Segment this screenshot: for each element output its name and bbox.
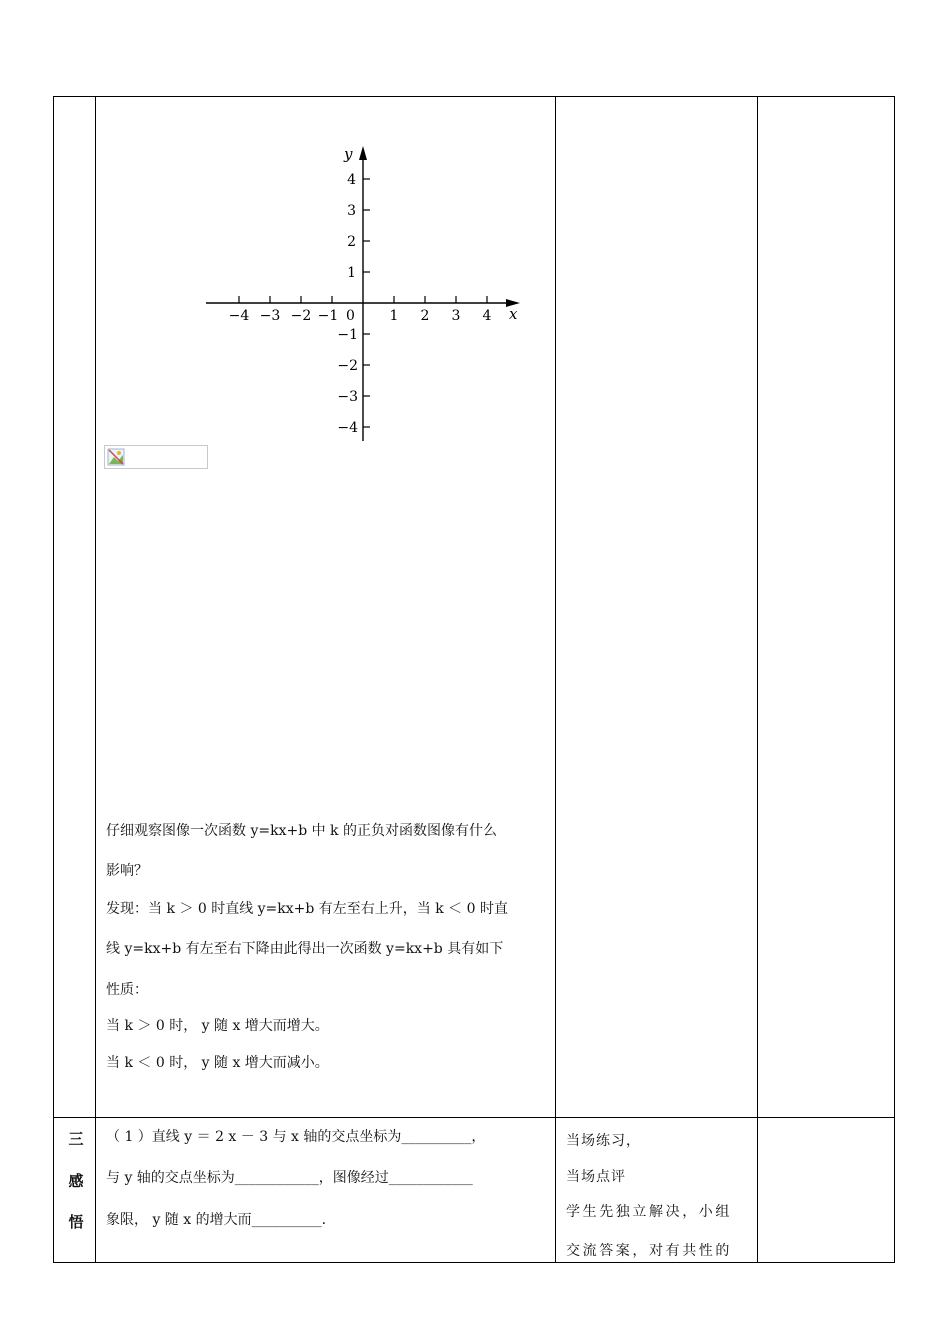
origin-label: 0 (346, 308, 355, 324)
x-tick-label: 1 (389, 308, 399, 324)
y-tick-label: 2 (347, 234, 356, 250)
finding-line-1: 发现：当 k ＞ 0 时直线 y=kx+b 有左至右上升，当 k ＜ 0 时直 (106, 901, 508, 917)
teacher-note-line-4: 交流答案，对有共性的 (566, 1243, 732, 1259)
x-axis-label: x (509, 305, 518, 323)
x-tick-label: −2 (290, 308, 312, 324)
y-axis-label: y (344, 145, 353, 163)
x-tick-label: −1 (317, 308, 339, 324)
exercise-line-1: （ 1 ）直线 y ＝ 2 x － 3 与 x 轴的交点坐标为__________， (106, 1129, 486, 1145)
y-tick-label: −4 (337, 420, 358, 436)
finding-line-3: 性质： (106, 982, 148, 998)
property-line-1: 当 k ＞ 0 时， y 随 x 增大而增大。 (106, 1018, 329, 1034)
y-tick-label: 4 (347, 172, 356, 188)
section-label-char-3: 悟 (68, 1213, 84, 1231)
exercise-line-3: 象限， y 随 x 的增大而__________. (106, 1212, 327, 1228)
property-line-2: 当 k ＜ 0 时， y 随 x 增大而减小。 (106, 1055, 329, 1071)
finding-line-2: 线 y=kx+b 有左至右下降由此得出一次函数 y=kx+b 具有如下 (106, 941, 504, 957)
section-label-char-1: 三 (68, 1130, 84, 1148)
table-left-border (53, 96, 54, 1263)
y-tick-label: 3 (347, 203, 356, 219)
section-label-char-2: 感 (68, 1172, 84, 1190)
table-top-border (53, 96, 895, 97)
x-tick-label: 4 (482, 308, 492, 324)
y-tick-label: 1 (347, 265, 356, 281)
y-axis-arrow (359, 146, 367, 160)
broken-image-icon (107, 448, 125, 466)
question-line-2: 影响？ (106, 863, 148, 879)
table-col-divider-1 (95, 96, 96, 1263)
table-col-divider-2 (555, 96, 556, 1263)
coordinate-axes-figure (200, 143, 530, 443)
y-tick-label: −2 (337, 358, 358, 374)
teacher-note-line-2: 当场点评 (566, 1169, 626, 1185)
x-tick-label: −3 (259, 308, 281, 324)
x-tick-label: 2 (420, 308, 430, 324)
question-line-1: 仔细观察图像一次函数 y=kx+b 中 k 的正负对函数图像有什么 (106, 823, 497, 839)
teacher-note-line-3: 学生先独立解决，小组 (566, 1204, 732, 1220)
x-tick-label: −4 (228, 308, 250, 324)
y-tick-label: −3 (337, 389, 358, 405)
table-row-divider (53, 1117, 895, 1118)
x-tick-label: 3 (451, 308, 461, 324)
y-tick-label: −1 (337, 327, 358, 343)
table-right-border (894, 96, 895, 1263)
teacher-note-line-1: 当场练习， (566, 1133, 641, 1149)
table-col-divider-3 (757, 96, 758, 1263)
table-bottom-border (53, 1262, 895, 1263)
broken-image-placeholder (104, 445, 208, 469)
exercise-line-2: 与 y 轴的交点坐标为____________，图像经过____________ (106, 1170, 473, 1186)
